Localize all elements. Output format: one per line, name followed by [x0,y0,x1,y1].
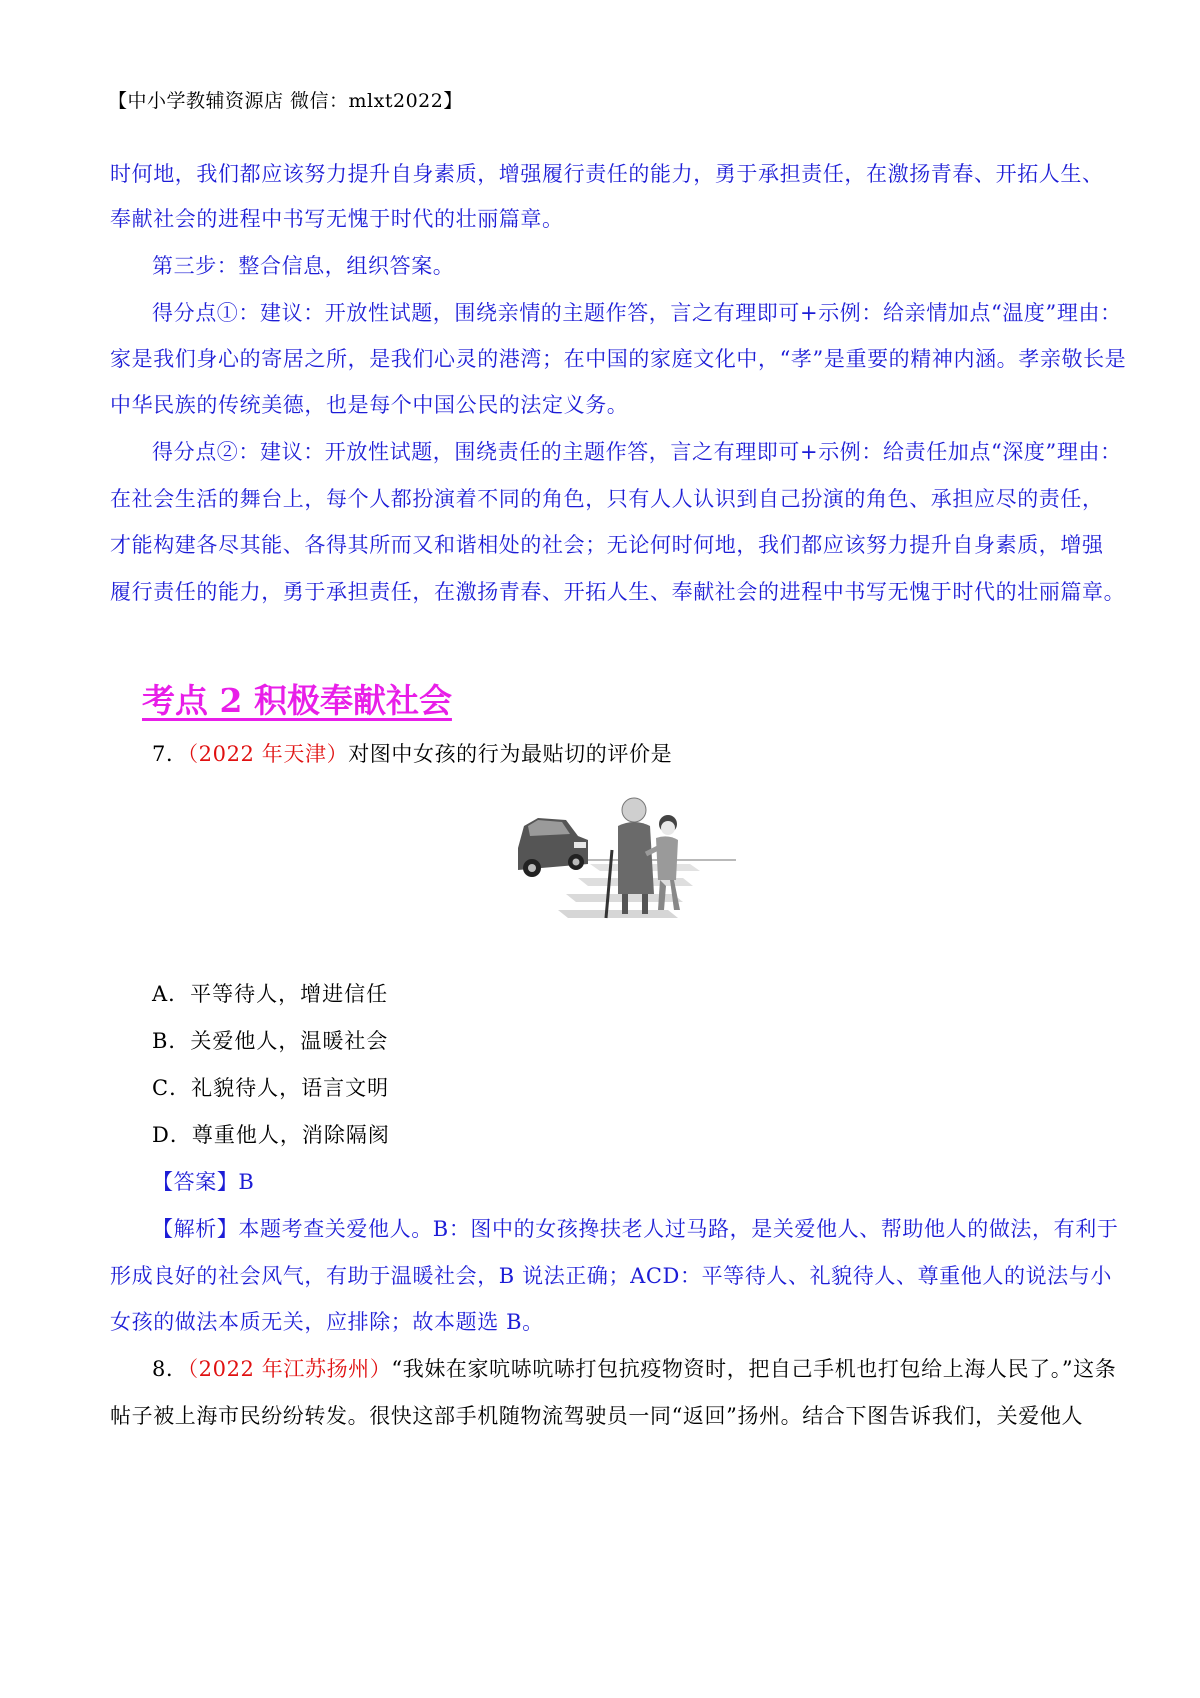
option-a: A．平等待人，增进信任 [152,982,389,1006]
point1-line-1: 得分点①：建议：开放性试题，围绕亲情的主题作答，言之有理即可+示例：给亲情加点“温度”理由： [152,301,1122,325]
option-b: B．关爱他人，温暖社会 [152,1029,389,1053]
page-header: 【中小学教辅资源店 微信：mlxt2022】 [108,90,463,112]
question-8-line-1 [152,1353,1116,1383]
continuation-line-1: 时何地，我们都应该努力提升自身素质，增强履行责任的能力，勇于承担责任，在激扬青春、开拓人生、 [110,162,1104,186]
section-heading: 考点 2 积极奉献社会 [142,681,452,720]
analysis-text-1: 本题考查关爱他人。B：图中的女孩搀扶老人过马路，是关爱他人、帮助他人的做法，有利于 [238,1217,1119,1241]
continuation-line-2: 奉献社会的进程中书写无愧于时代的壮丽篇章。 [110,207,564,231]
analysis-line-2: 形成良好的社会风气，有助于温暖社会，B 说法正确；ACD：平等待人、礼貌待人、尊重他人的说法与小 [110,1264,1112,1288]
question-8-source: （2022 年江苏扬州） [187,1357,392,1381]
point1-line-3: 中华民族的传统美德，也是每个中国公民的法定义务。 [110,393,629,417]
answer-value: B [238,1170,255,1194]
step3-text: 第三步：整合信息，组织答案。 [152,254,455,278]
option-d: D．尊重他人，消除隔阂 [152,1123,390,1147]
crosswalk-illustration [518,790,736,930]
analysis-label: 【解析】 [152,1217,239,1241]
analysis-line-1 [152,1213,1118,1243]
question-7-text: 对图中女孩的行为最贴切的评价是 [348,742,673,766]
question-8-number: 8． [152,1357,188,1381]
question-8-line-2: 帖子被上海市民纷纷转发。很快这部手机随物流驾驶员一同“返回”扬州。结合下图告诉我们，关爱他人 [110,1404,1084,1428]
answer-label: 【答案】 [152,1170,239,1194]
car [518,818,588,877]
question-7-source: （2022 年天津） [187,742,349,766]
point1-line-2: 家是我们身心的寄居之所，是我们心灵的港湾；在中国的家庭文化中，“孝”是重要的精神内涵。孝亲敬长是 [110,347,1127,371]
point2-line-1: 得分点②：建议：开放性试题，围绕责任的主题作答，言之有理即可+示例：给责任加点“深度”理由： [152,440,1122,464]
question-7 [152,738,672,768]
analysis-line-3: 女孩的做法本质无关，应排除；故本题选 B。 [110,1310,544,1334]
point2-line-2: 在社会生活的舞台上，每个人都扮演着不同的角色，只有人人认识到自己扮演的角色、承担应尽的责任， [110,487,1104,511]
question-8-text-1: “我妹在家吭哧吭哧打包抗疫物资时，把自己手机也打包给上海人民了。”这条 [391,1357,1117,1381]
answer-line [152,1166,254,1196]
point2-line-3: 才能构建各尽其能、各得其所而又和谐相处的社会；无论何时何地，我们都应该努力提升自身素质，增强 [110,533,1104,557]
point2-line-4: 履行责任的能力，勇于承担责任，在激扬青春、开拓人生、奉献社会的进程中书写无愧于时代的壮丽篇章。 [110,580,1126,604]
option-c: C．礼貌待人，语言文明 [152,1076,390,1100]
question-7-number: 7． [152,742,188,766]
